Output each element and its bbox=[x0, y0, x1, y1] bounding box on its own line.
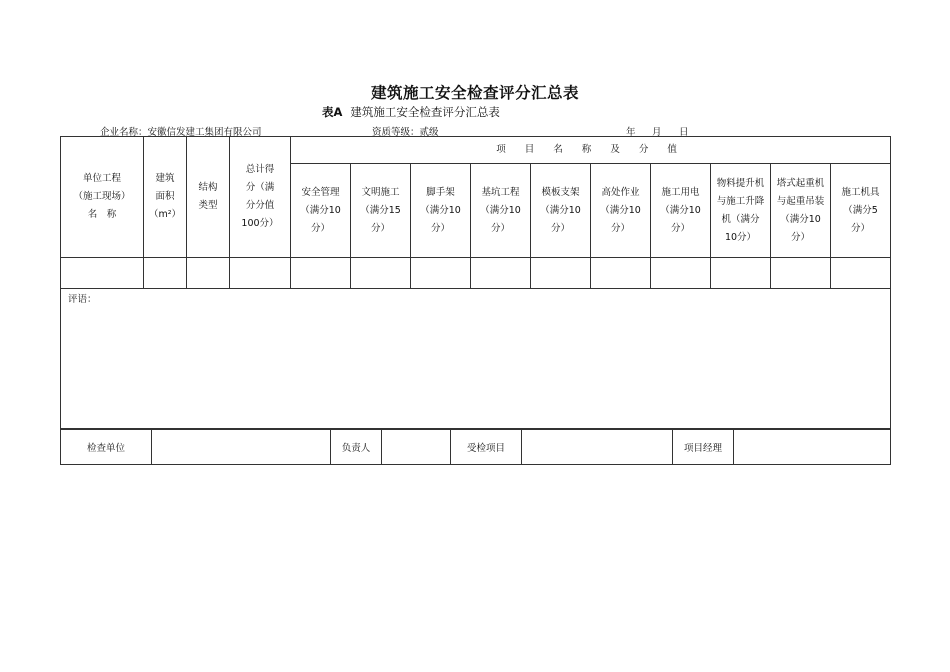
item-foundation-pit: 基坑工程 （满分10 分） bbox=[471, 164, 531, 258]
item-tower-crane: 塔式起重机 与起重吊装 （满分10 分） bbox=[771, 164, 831, 258]
structure-header: 结构 类型 bbox=[187, 137, 230, 258]
page-title: 建筑施工安全检查评分汇总表 bbox=[370, 84, 579, 102]
score-cell[interactable] bbox=[291, 258, 351, 289]
subtitle bbox=[322, 104, 500, 120]
comments-label: 评语： bbox=[68, 294, 97, 305]
area-header: 建筑 面积 （m²） bbox=[144, 137, 187, 258]
date-day-label: 日 bbox=[679, 127, 689, 138]
total-score-header: 总计得 分（满 分分值 100分） bbox=[230, 137, 291, 258]
project-manager-label: 项目经理 bbox=[673, 430, 734, 465]
item-civilized-construction: 文明施工 （满分15 分） bbox=[351, 164, 411, 258]
score-cell[interactable] bbox=[651, 258, 711, 289]
company-label: 企业名称： bbox=[100, 127, 148, 138]
score-cell[interactable] bbox=[471, 258, 531, 289]
subtitle-text: 建筑施工安全检查评分汇总表 bbox=[350, 105, 500, 119]
inspected-item-label: 受检项目 bbox=[451, 430, 522, 465]
unit-header: 单位工程 （施工现场） 名 称 bbox=[61, 137, 144, 258]
responsible-label: 负责人 bbox=[331, 430, 382, 465]
comments-cell[interactable] bbox=[61, 289, 891, 429]
items-header: 项 目 名 称 及 分 值 bbox=[291, 137, 891, 164]
score-cell[interactable] bbox=[591, 258, 651, 289]
grade-value: 贰级 bbox=[419, 127, 439, 138]
summary-table bbox=[60, 136, 891, 429]
signoff-table bbox=[60, 429, 891, 465]
unit-value-cell[interactable] bbox=[61, 258, 144, 289]
inspected-item-value[interactable] bbox=[522, 430, 673, 465]
grade-label: 资质等级： bbox=[372, 127, 420, 138]
item-scaffolding: 脚手架 （满分10 分） bbox=[411, 164, 471, 258]
score-cell[interactable] bbox=[351, 258, 411, 289]
item-formwork-support: 模板支架 （满分10 分） bbox=[531, 164, 591, 258]
signoff-row bbox=[61, 430, 891, 465]
item-construction-machinery: 施工机具 （满分5 分） bbox=[831, 164, 891, 258]
score-cell[interactable] bbox=[831, 258, 891, 289]
subtitle-tag: 表A bbox=[322, 105, 343, 119]
comments-row bbox=[61, 289, 891, 429]
score-cell[interactable] bbox=[711, 258, 771, 289]
inspect-unit-label: 检查单位 bbox=[61, 430, 152, 465]
score-cell[interactable] bbox=[411, 258, 471, 289]
item-material-hoist: 物料提升机 与施工升降 机（满分 10分） bbox=[711, 164, 771, 258]
project-manager-value[interactable] bbox=[734, 430, 891, 465]
item-construction-electricity: 施工用电 （满分10 分） bbox=[651, 164, 711, 258]
total-score-value-cell[interactable] bbox=[230, 258, 291, 289]
structure-value-cell[interactable] bbox=[187, 258, 230, 289]
responsible-value[interactable] bbox=[382, 430, 451, 465]
date-month-label: 月 bbox=[652, 127, 662, 138]
data-row bbox=[61, 258, 891, 289]
date-year-label: 年 bbox=[626, 127, 636, 138]
inspect-unit-value[interactable] bbox=[152, 430, 331, 465]
item-work-at-height: 高处作业 （满分10 分） bbox=[591, 164, 651, 258]
header-row-top bbox=[61, 137, 891, 164]
area-value-cell[interactable] bbox=[144, 258, 187, 289]
score-cell[interactable] bbox=[531, 258, 591, 289]
item-safety-management: 安全管理 （满分10 分） bbox=[291, 164, 351, 258]
score-cell[interactable] bbox=[771, 258, 831, 289]
company-value: 安徽信发建工集团有限公司 bbox=[147, 127, 262, 138]
